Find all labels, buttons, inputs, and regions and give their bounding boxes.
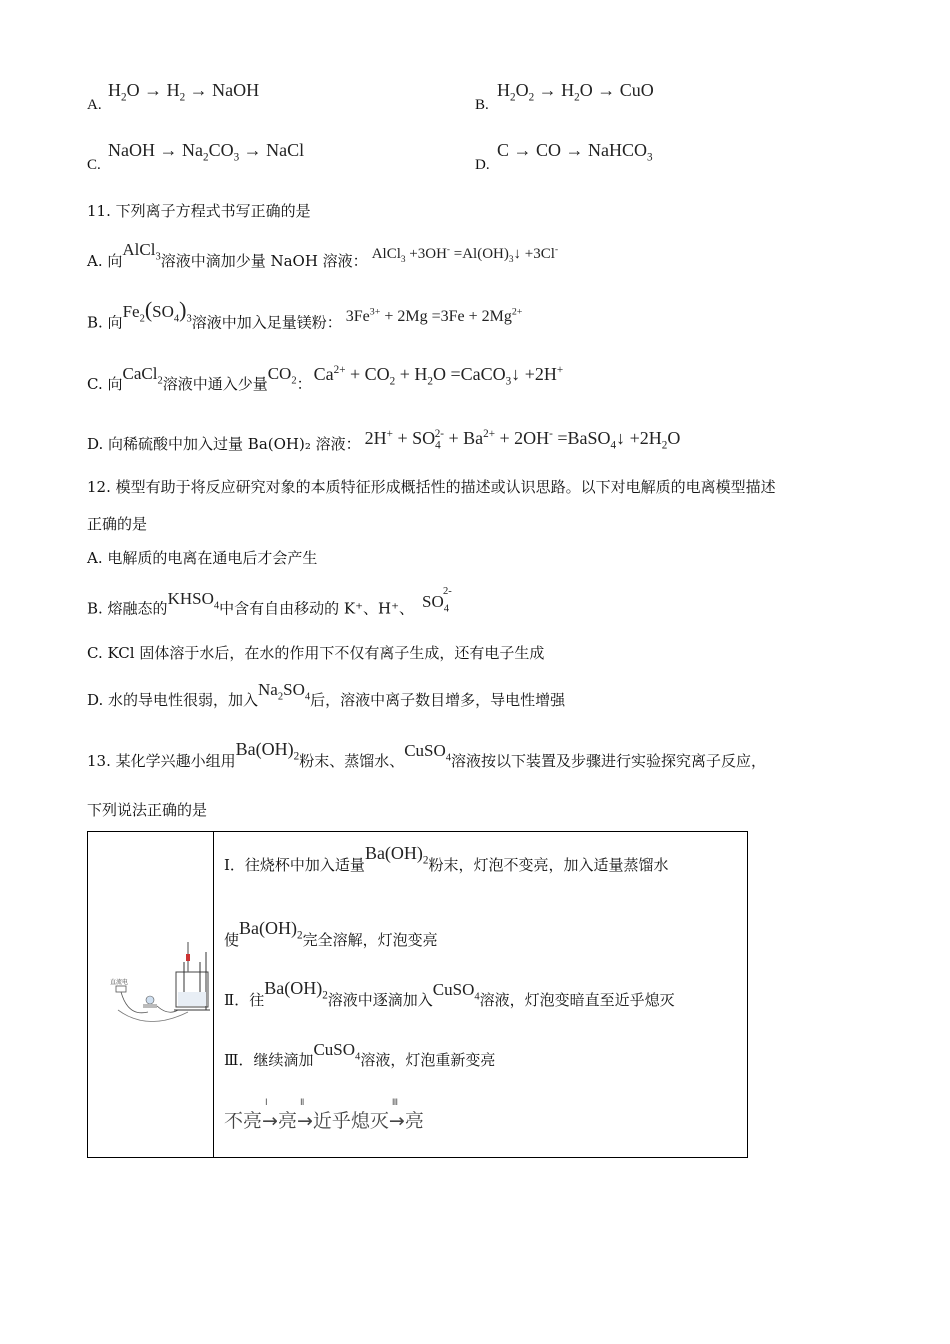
q11-option-a: A. 向AlCl$_3$溶液中滴加少量 NaOH 溶液： AlCl$_3$ $+3OH^- =Al(OH)_3↓ +3Cl^-$	[87, 240, 559, 270]
q11-option-b: B. 向$Fe_2(SO_4)_3$溶液中加入足量镁粉： $3Fe^{3+} + 2Mg =3Fe + 2Mg^{2+}$	[87, 297, 523, 332]
question-13-stem-cont: 下列说法正确的是	[87, 801, 208, 819]
question-12-stem: 12. 模型有助于将反应研究对象的本质特征形成概括性的描述或认识思路。以下对电解质的电离模型描述	[87, 478, 776, 496]
question-12-stem-cont: 正确的是	[87, 515, 148, 533]
option-a-label: A.	[87, 97, 102, 113]
step-3: Ⅲ．继续滴加CuSO$_4$溶液，灯泡重新变亮	[224, 1040, 496, 1069]
option-b-label: B.	[475, 97, 489, 113]
option-c-label: C.	[87, 157, 101, 173]
step-1-cont: 使$Ba(OH)_2$完全溶解，灯泡变亮	[224, 918, 438, 949]
apparatus-diagram	[88, 832, 212, 1157]
option-c-formula: NaOH → $Na_2CO_3$ → NaCl	[108, 140, 305, 164]
experiment-table	[87, 831, 748, 1158]
q12-option-b: B. 熔融态的$KHSO_4$中含有自由移动的 K⁺、H⁺、 $SO_4^{2-}$	[87, 586, 452, 618]
dc-power-label: 直流电	[110, 979, 129, 986]
flow-summary: 不亮→ Ⅰ 亮→ Ⅱ 近乎熄灭→ Ⅲ 亮	[224, 1098, 424, 1132]
q12-option-c: C. KCl 固体溶于水后，在水的作用下不仅有离子生成，还有电子生成	[87, 644, 545, 662]
option-b-formula: $H_2O_2 \to H_2O$ → CuO	[497, 80, 654, 104]
question-11-stem: 11. 下列离子方程式书写正确的是	[87, 202, 311, 220]
step-1: Ⅰ．往烧杯中加入适量$Ba(OH)_2$粉末，灯泡不变亮，加入适量蒸馏水	[224, 843, 669, 874]
q12-option-a: A. 电解质的电离在通电后才会产生	[87, 549, 318, 567]
q11-option-d: D. 向稀硫酸中加入过量 Ba(OH)₂ 溶液： $2H^+ + SO_4^{2-} + Ba^{2+} + 2OH^-$ =BaSO$_4$↓ $+2H_2O$	[87, 428, 681, 453]
option-d-formula: C → CO → NaHCO$_3$	[497, 140, 653, 164]
option-d-label: D.	[475, 157, 490, 173]
q11-option-c: C. 向CaCl$_2$溶液中通入少量$CO_2$： $Ca^{2+} + CO_2 + H_2O$ =CaCO$_3$↓ +2H+	[87, 364, 564, 393]
option-a-formula: $H_2O \to H_2$ → NaOH	[108, 80, 260, 104]
steps-cell	[214, 832, 748, 1158]
q12-option-d: D. 水的导电性很弱，加入$Na_2SO_4$后，溶液中离子数目增多，导电性增强	[87, 680, 566, 709]
step-2: Ⅱ．往$Ba(OH)_2$溶液中逐滴加入CuSO$_4$溶液，灯泡变暗直至近乎熄灭	[224, 978, 675, 1009]
apparatus-cell	[88, 832, 214, 1158]
bulb-icon	[146, 996, 154, 1004]
question-13-stem: 13. 某化学兴趣小组用$Ba(OH)_2$粉末、蒸馏水、CuSO$_4$溶液按以下装置及步骤进行实验探究离子反应，	[87, 739, 767, 770]
